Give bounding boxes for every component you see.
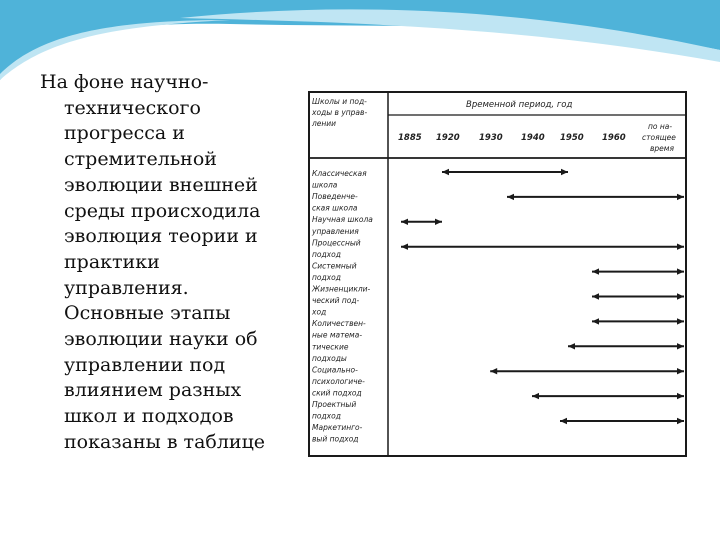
table-border bbox=[309, 92, 686, 456]
corner-header-line-1: Школы и под- bbox=[312, 97, 367, 106]
decorative-wave-banner bbox=[0, 0, 720, 80]
body-text-line: эволюции науки об bbox=[64, 328, 258, 351]
row-labels bbox=[311, 169, 373, 444]
year-tick-1885: 1885 bbox=[398, 133, 422, 143]
row-label-line: ский подход bbox=[312, 388, 362, 398]
arrowhead bbox=[592, 268, 599, 274]
arrowhead bbox=[561, 169, 568, 175]
arrowhead bbox=[677, 368, 684, 374]
arrowhead bbox=[507, 194, 514, 200]
arrowhead bbox=[677, 393, 684, 399]
row-label-line: Классическая bbox=[312, 169, 367, 178]
arrowhead bbox=[401, 219, 408, 225]
arrowhead bbox=[560, 418, 567, 424]
arrowhead bbox=[592, 318, 599, 324]
row-label-line: ные матема- bbox=[312, 330, 363, 340]
row-label-line: ская школа bbox=[312, 203, 358, 213]
row-label-line: психологиче- bbox=[312, 376, 365, 386]
body-text-line: эволюция теории и bbox=[64, 225, 258, 248]
arrowhead bbox=[677, 244, 684, 250]
row-label-line: тические bbox=[312, 342, 349, 352]
body-text-line: практики bbox=[64, 250, 160, 273]
body-paragraph bbox=[40, 70, 290, 456]
row-label-line: вый подход bbox=[312, 434, 359, 444]
corner-header-line-2: ходы в управ- bbox=[312, 108, 368, 117]
body-text-line: стремительной bbox=[64, 148, 217, 171]
arrowhead bbox=[532, 393, 539, 399]
row-label-line: Жизненцикли- bbox=[312, 284, 371, 294]
arrowhead bbox=[677, 318, 684, 324]
arrowhead bbox=[677, 268, 684, 274]
year-tick-1960: 1960 bbox=[602, 133, 626, 143]
timeline-bars bbox=[401, 169, 684, 424]
row-label-line: Количествен- bbox=[312, 319, 366, 329]
row-label-line: подход bbox=[312, 411, 341, 421]
present-label-line-3: время bbox=[650, 144, 674, 153]
year-tick-1950: 1950 bbox=[560, 133, 584, 143]
body-text-line: среды происходила bbox=[64, 199, 261, 222]
arrowhead bbox=[677, 418, 684, 424]
arrowhead bbox=[490, 368, 497, 374]
body-text-line: На фоне научно- bbox=[40, 71, 209, 93]
arrowhead bbox=[442, 169, 449, 175]
body-text-line: прогресса и bbox=[64, 122, 185, 145]
row-label-line: школа bbox=[312, 180, 338, 190]
body-text-line: школ и подходов bbox=[64, 405, 234, 428]
body-text-line: управлении под bbox=[64, 353, 226, 376]
body-text-line: показаны в таблице bbox=[64, 430, 266, 453]
body-text-line: эволюции внешней bbox=[64, 173, 258, 196]
row-label-line: Поведенче- bbox=[312, 192, 358, 202]
arrowhead bbox=[677, 194, 684, 200]
corner-header-line-3: лении bbox=[312, 119, 337, 128]
management-schools-timeline-table bbox=[290, 80, 700, 460]
year-tick-1930: 1930 bbox=[479, 133, 503, 143]
arrowhead bbox=[592, 293, 599, 299]
arrowhead bbox=[677, 293, 684, 299]
year-tick-1940: 1940 bbox=[521, 133, 545, 143]
row-label-line: управления bbox=[312, 226, 359, 236]
arrowhead bbox=[435, 219, 442, 225]
row-label-line: Процессный bbox=[312, 238, 361, 248]
arrowhead bbox=[677, 343, 684, 349]
arrowhead bbox=[568, 343, 575, 349]
body-text-line: Основные этапы bbox=[64, 302, 231, 325]
row-label-line: подход bbox=[312, 249, 341, 259]
present-label-line-1: по на- bbox=[648, 122, 673, 131]
row-label-line: подход bbox=[312, 272, 341, 282]
row-label-line: ход bbox=[312, 307, 327, 317]
body-text-line: влиянием разных bbox=[64, 379, 242, 402]
row-label-line: Социально- bbox=[312, 365, 358, 375]
row-label-line: ческий под- bbox=[312, 296, 360, 306]
row-label-line: Научная школа bbox=[312, 215, 373, 225]
row-label-line: Проектный bbox=[312, 400, 357, 409]
table-grid bbox=[309, 92, 686, 456]
row-label-line: Маркетинго- bbox=[312, 423, 363, 433]
arrowhead bbox=[401, 244, 408, 250]
body-text-line: управления. bbox=[64, 276, 189, 299]
year-tick-1920: 1920 bbox=[436, 133, 460, 143]
present-label-line-2: стоящее bbox=[642, 133, 676, 142]
row-label-line: Системный bbox=[312, 261, 357, 271]
period-header: Временной период, год bbox=[466, 100, 573, 110]
body-text-line: технического bbox=[64, 96, 201, 119]
row-label-line: подходы bbox=[312, 353, 347, 363]
